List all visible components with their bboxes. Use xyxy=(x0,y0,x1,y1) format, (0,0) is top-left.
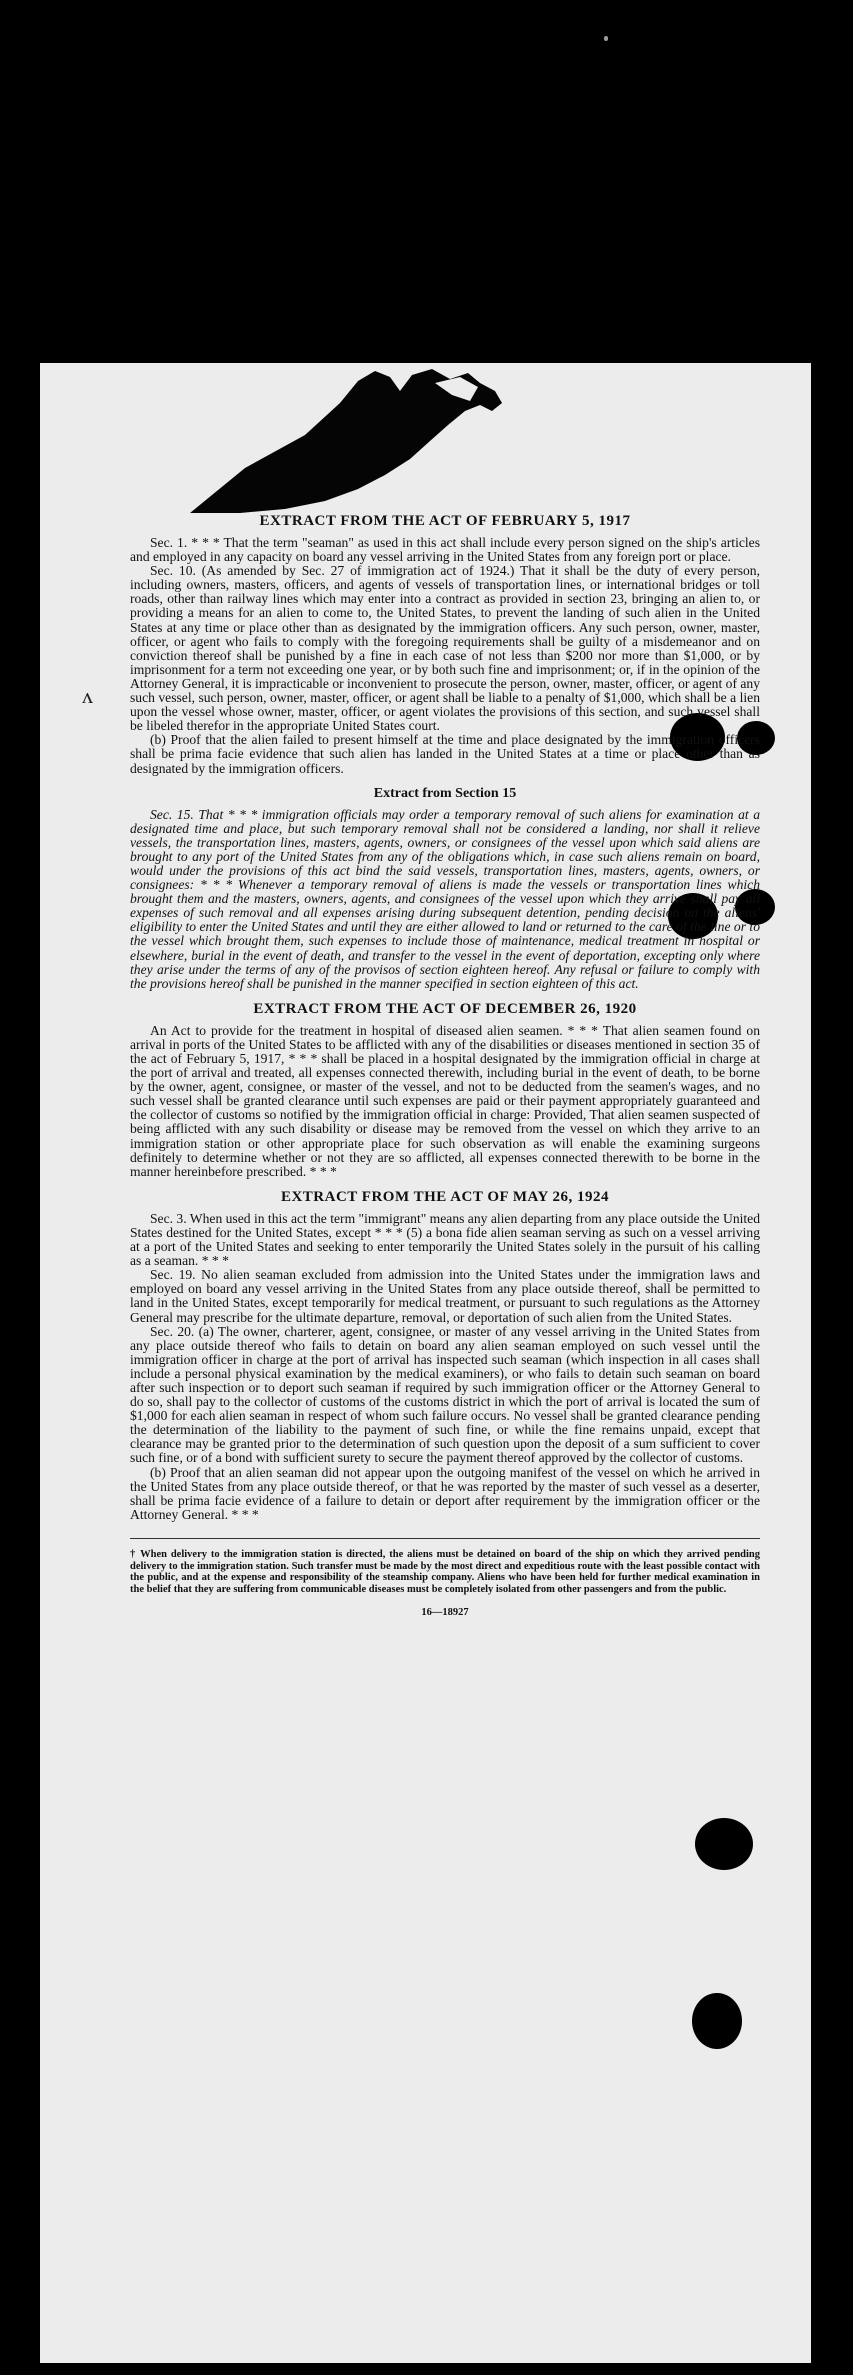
footnote: † When delivery to the immigration station is directed, the aliens must be detained on board of the ship on which they arrived pending delivery to the immigration station. Such transfer must be made by the most direct and expeditious route with the least possible contact with the public, and at the expense and responsibility of the steamship company. Aliens who have been held for further medical examination in the belief that they are suffering from communicable diseases must be completely isolated from other passengers and from the public. xyxy=(130,1548,760,1595)
paragraph: An Act to provide for the treatment in hospital of diseased alien seamen. * * * That alien seamen found on arrival in ports of the United States to be afflicted with any of the disabilities or diseases mentioned in section 35 of the act of February 5, 1917, * * * shall be placed in a hospital designated by the immigration official in charge at the port of arrival and treated, all expenses connected therewith, including burial in the event of death, to be borne by the owner, agent, consignee, or master of the vessel, and not to be deducted from the seamen's wages, and no such vessel shall be granted clearance until such expenses are paid or their payment appropriately guaranteed and the collector of customs so notified by the immigration official in charge: Provided, That alien seamen suspected of being afflicted with any such disability or disease may be removed from the vessel on which they arrive to an immigration station or other appropriate place for such observation as will enable the examining surgeons definitely to determine whether or not they are so afflicted, all expenses connected therewith to be borne in the manner hereinbefore prescribed. * * * xyxy=(130,1022,760,1179)
dust-speck xyxy=(604,36,608,41)
paragraph: Sec. 19. No alien seaman excluded from admission into the United States under the immigration laws and employed on board any vessel arriving in the United States from any place outside thereof, shall be permitted to land in the United States, except temporarily for medical treatment, or pursuant to such regulations as the Attorney General may prescribe for the ultimate departure, removal, or deportation of such alien from the United States. xyxy=(130,1267,760,1325)
paragraph: Sec. 3. When used in this act the term "immigrant" means any alien departing from any place outside the United States destined for the United States, except * * * (5) a bona fide alien seaman serving as such on a vessel arriving at a port of the United States and seeking to enter temporarily the United States solely in the pursuit of his calling as a seaman. * * * xyxy=(130,1210,760,1269)
section-heading: EXTRACT FROM THE ACT OF MAY 26, 1924 xyxy=(280,1188,610,1205)
section-heading: EXTRACT FROM THE ACT OF FEBRUARY 5, 1917 xyxy=(259,513,631,529)
document-text xyxy=(130,513,760,1618)
paragraph: Sec. 1. * * * That the term "seaman" as used in this act shall include every person signed on the ship's articles and employed in any capacity on board any vessel arriving in the United States from any foreign port or place. xyxy=(130,535,760,565)
paragraph: (b) Proof that an alien seaman did not appear upon the outgoing manifest of the vessel on which he arrived in the United States from any place outside thereof, or that he was reported by the master of such vessel as a deserter, shall be prima facie evidence of a failure to detain or deport after requirement by the immigration officer or the Attorney General. * * * xyxy=(130,1464,760,1522)
ink-blot xyxy=(692,1993,742,2049)
section-heading: EXTRACT FROM THE ACT OF DECEMBER 26, 1920 xyxy=(253,1000,637,1017)
paragraph: Sec. 10. (As amended by Sec. 27 of immigration act of 1924.) That it shall be the duty of every person, including owners, masters, officers, and agents of vessels of transportation lines, or international bridges or toll roads, other than railway lines which may enter into a contract as provided in section 23, bringing an alien to, or providing a means for an alien to come to, the United States, to prevent the landing of such alien in the United States at any time or place other than as designated by the immigration officers. Any such person, owner, master, officer, or agent who fails to comply with the foregoing requirements shall be guilty of a misdemeanor and on conviction thereof shall be punished by a fine in each case of not less than $200 nor more than $1,000, or by imprisonment for a term not exceeding one year, or by both such fine and imprisonment; or, if in the opinion of the Attorney General, it is impracticable or inconvenient to prosecute the person, owner, master, officer, or agent of any such vessel, such person, owner, master, officer, or agent shall be liable to a penalty of $1,000, which shall be a lien upon the vessel whose owner, master, officer, or agent violates the provisions of this section, and such vessel shall be libeled therefor in the appropriate United States court. xyxy=(130,563,760,734)
section-subheading: Extract from Section 15 xyxy=(373,785,517,801)
margin-pencil-mark: ᴧ xyxy=(82,683,93,708)
paragraph: Sec. 15. That * * * immigration officials may order a temporary removal of such aliens for examination at a designated time and place, but such temporary removal shall not be considered a landing, nor shall it relieve vessels, the transportation lines, masters, agents, owners, or consignees of the vessel upon which said aliens are brought to any port of the United States from any of the obligations which, in case such aliens remain on board, would under the provisions of this act bind the said vessels, transportation lines, masters, agents, owners, or consignees: * * * Whenever a temporary removal of aliens is made the vessels or transportation lines which brought them and the masters, owners, agents, and consignees of the vessel upon which they arrive shall pay all expenses of such removal and all expenses arising during subsequent detention, pending decision on the aliens' eligibility to enter the United States and until they are either allowed to land or returned to the care of the line or to the vessel which brought them, such expenses to include those of maintenance, medical treatment in hospital or elsewhere, burial in the event of death, and transfer to the vessel in the event of deportation, excepting only where they arise under the terms of any of the provisos of section eighteen hereof. Any refusal or failure to comply with the provisions hereof shall be punished in the manner specified in section eighteen of this act. xyxy=(130,806,760,991)
document-page xyxy=(40,363,811,2363)
paragraph: (b) Proof that the alien failed to present himself at the time and place designated by the immigration officers shall be prima facie evidence that such alien has landed in the United States at a time or place other than as designated by the immigration officers. xyxy=(130,732,760,776)
paragraph: Sec. 20. (a) The owner, charterer, agent, consignee, or master of any vessel arriving in the United States from any place outside thereof who fails to detain on board any alien seaman employed on such vessel until the immigration officer in charge at the port of arrival has inspected such seaman (which inspection in all cases shall include a personal physical examination by the medical examiners), or who fails to detain such seaman on board after such inspection or to deport such seaman if required by such immigration officer or the Attorney General to do so, shall pay to the collector of customs of the customs district in which the port of arrival is located the sum of $1,000 for each alien seaman in respect of whom such failure occurs. No vessel shall be granted clearance pending the determination of the liability to the payment of such fine, or while the fine remains unpaid, except that clearance may be granted prior to the determination of such question upon the deposit of a sum sufficient to cover such fine, or of a bond with sufficient surety to secure the payment thereof approved by the collector of customs. xyxy=(130,1323,760,1466)
ink-blot xyxy=(695,1818,753,1870)
divider xyxy=(130,1538,760,1539)
form-number: 16—18927 xyxy=(421,1607,469,1619)
torn-paper-edge xyxy=(40,363,811,513)
